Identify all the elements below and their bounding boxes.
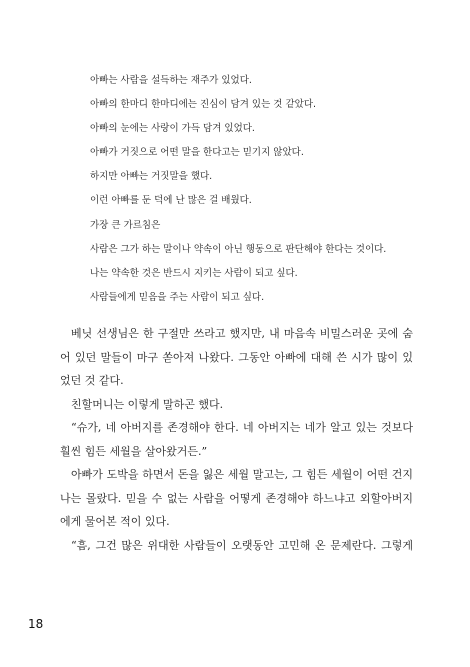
poem-line: 이런 아빠를 둔 덕에 난 많은 걸 배웠다. [90,195,252,207]
poem-line: 하지만 아빠는 거짓말을 했다. [90,171,213,183]
prose-line: 아빠가 도박을 하면서 돈을 잃은 세월 말고는, 그 힘든 세월이 어떤 건지 [71,468,413,481]
prose-line: 나는 몰랐다. 믿을 수 없는 사람을 어떻게 존경해야 하느냐고 외할아버지 [60,491,413,505]
poem-line: 사람은 그가 하는 말이나 약속이 아닌 행동으로 판단해야 한다는 것이다. [90,243,387,255]
page-number: 18 [28,617,44,631]
prose-line: “슈가, 네 아버지를 존경해야 한다. 네 아버지는 네가 알고 있는 것보다 [71,421,413,434]
poem-line: 사람들에게 믿음을 주는 사람이 되고 싶다. [90,291,265,303]
body-text [60,322,413,557]
prose-line: 어 있던 말들이 마구 쏟아져 나왔다. 그동안 아빠에 대해 쓴 시가 많이 있 [60,350,413,364]
poem-line: 나는 약속한 것은 반드시 지키는 사람이 되고 싶다. [90,267,298,279]
prose-line: 베닛 선생님은 한 구절만 쓰라고 했지만, 내 마음속 비밀스러운 곳에 숨 [71,327,413,340]
prose-line: 친할머니는 이렇게 말하곤 했다. [71,397,224,411]
prose-line: 에게 물어본 적이 있다. [60,515,170,528]
poem-line: 아빠가 거짓으로 어떤 말을 한다고는 믿기지 않았다. [90,147,304,159]
poem-line: 아빠의 눈에는 사랑이 가득 담겨 있었다. [90,123,255,135]
prose-line: 었던 것 같다. [60,374,124,387]
prose-line: “흠, 그건 많은 위대한 사람들이 오랫동안 고민해 온 문제란다. 그렇게 [71,538,413,552]
poem-block [90,69,430,310]
poem-line: 아빠의 한마디 한마디에는 진심이 담겨 있는 것 같았다. [90,99,317,111]
prose-line: 훨씬 힘든 세월을 살아왔거든.” [60,444,208,458]
poem-line: 아빠는 사람을 설득하는 재주가 있었다. [90,75,252,86]
poem-line: 가장 큰 가르침은 [90,219,161,231]
